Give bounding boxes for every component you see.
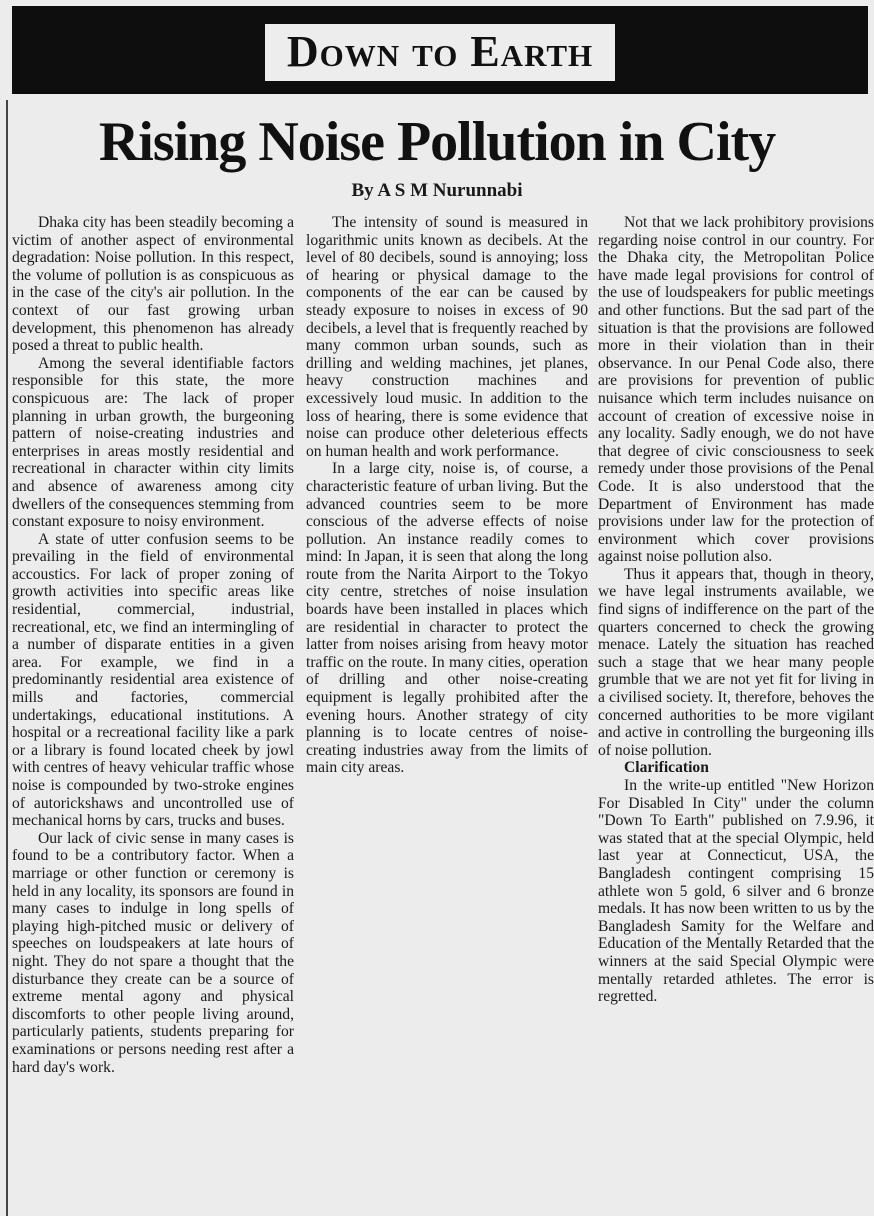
text-column-1 xyxy=(12,214,294,1214)
text-column-3 xyxy=(598,214,874,1214)
headline: Rising Noise Pollution in City xyxy=(98,111,776,173)
paragraph: The intensity of sound is measured in logarithmic units known as decibels. At the level of 80 decibels, sound is annoying; loss of hearing or physical damage to the components of the ear can be caused by steady exposure to noises in excess of 90 decibels, a level that is frequently reached by many common urban sounds, such as drilling and welding machines, jet planes, heavy construction machines and excessively loud music. In addition to the loss of hearing, there is some evidence that noise can produce other deleterious effects on human health and work performance. xyxy=(306,214,588,460)
paragraph: Dhaka city has been steadily becoming a victim of another aspect of environmental degradation: Noise pollution. In this respect, the volume of pollution is as conspicuous as in the case of the city's air pollution. In the context of our fast growing urban development, this phenomenon has already posed a threat to public health. xyxy=(12,214,294,355)
paragraph: A state of utter confusion seems to be prevailing in the field of environmental accoustics. For lack of proper zoning of growth activities into specific areas like residential, commercial, industrial, recreational, etc, we find an intermingling of a number of disparate entities in a given area. For example, we find in a predominantly residential area existence of mills and factories, commercial undertakings, educational institutions. A hospital or a recreational facility like a park or a library is found located cheek by jowl with centres of heavy vehicular traffic whose noise is compounded by two-stroke engines of autorickshaws and uncontrolled use of mechanical horns by cars, trucks and buses. xyxy=(12,530,294,830)
paragraph: In a large city, noise is, of course, a characteristic feature of urban living. But the advanced countries seem to be more conscious of the adverse effects of noise pollution. An instance readily comes to mind: In Japan, it is seen that along the long route from the Narita Airport to the Tokyo city centre, stretches of noise insulation boards have been installed in places which are residential in character to protect the latter from noises arising from heavy motor traffic on the route. In many cities, operation of drilling and other noise-creating equipment is legally prohibited after the evening hours. Another strategy of city planning is to locate centres of noise-creating industries away from the limits of main city areas. xyxy=(306,460,588,777)
paragraph: Our lack of civic sense in many cases is found to be a contributory factor. When a marriage or other function or ceremony is held in any locality, its sponsors are found in many cases to indulge in long spells of playing high-pitched music or delivery of speeches on loudspeakers at late hours of night. They do not spare a thought that the disturbance they create can be a source of extreme mental agony and physical discomforts to other people living around, particularly patients, students preparing for examinations or persons needing rest after a hard day's work. xyxy=(12,829,294,1076)
paragraph: Not that we lack prohibitory provisions regarding noise control in our country. For the Dhaka city, the Metropolitan Police have made legal provisions for control of the use of loudspeakers for public meetings and other functions. But the sad part of the situation is that the provisions are followed more in their violation than in their observance. In our Penal Code also, there are provisions for prevention of public nuisance which term includes nuisance on account of creation of excessive noise in any locality. Sadly enough, we do not have that degree of civic consciousness to seek remedy under those provisions of the Penal Code. It is also understood that the Department of Environment has made provisions under law for the protection of environment which cover provisions against noise pollution also. xyxy=(598,214,874,566)
paragraph: Thus it appears that, though in theory, we have legal instruments available, we find signs of indifference on the part of the quarters concerned to check the growing menace. Lately the situation has reached such a stage that we hear many people grumble that we are not yet fit for living in a civilised society. It, therefore, behoves the concerned authorities to be more vigilant and active in controlling the burgeoning ills of noise pollution. xyxy=(598,565,874,759)
paragraph: Among the several identifiable factors responsible for this state, the more conspicuous are: The lack of proper planning in urban growth, the burgeoning pattern of noise-creating industries and enterprises in areas mostly residential and recreational in character within city limits and absence of awareness among city dwellers of the consequences stemming from constant exposure to noisy environment. xyxy=(12,354,294,531)
column-rule xyxy=(6,100,8,1216)
column-title: Down to Earth xyxy=(265,24,615,81)
byline: By A S M Nurunnabi xyxy=(351,180,523,201)
clarification-heading: Clarification xyxy=(624,759,709,777)
clarification-text: In the write-up entitled "New Horizon For Disabled In City" under the column "Down To Earth" published on 7.9.96, it was stated that at the special Olympic, held last year at Connecticut, USA, the Bangladesh contingent comprising 15 athlete won 5 gold, 6 silver and 6 bronze medals. It has now been written to us by the Bangladesh Samity for the Welfare and Education of the Mentally Retarded that the winners at the said Special Olympic were mentally retarded athletes. The error is regretted. xyxy=(598,777,874,1006)
masthead-banner xyxy=(12,6,868,94)
text-column-2 xyxy=(306,214,588,1214)
